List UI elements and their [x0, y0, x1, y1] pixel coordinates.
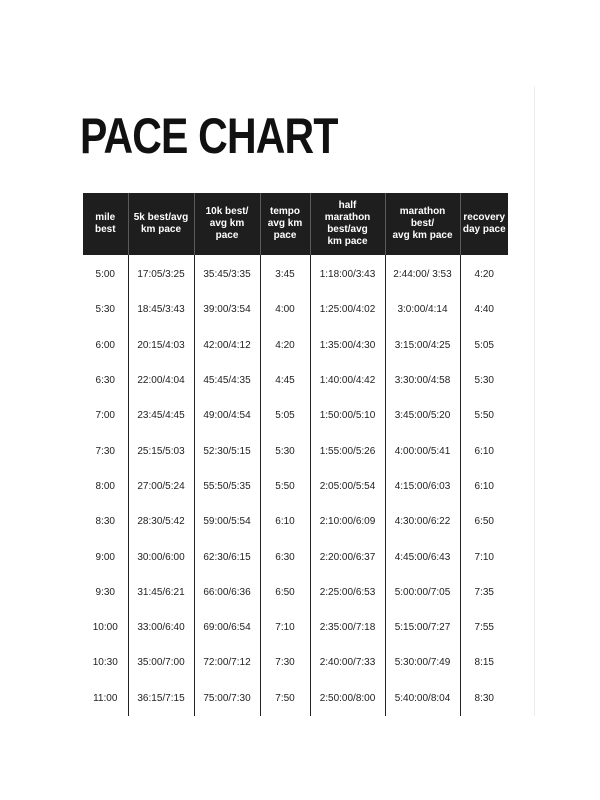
- table-cell-10k: 49:00/4:54: [194, 398, 260, 433]
- table-cell-10k: 52:30/5:15: [194, 433, 260, 468]
- table-cell-half-marathon: 1:50:00/5:10: [310, 398, 385, 433]
- table-cell-mile-best: 9:30: [95, 586, 115, 598]
- column-header-5k: [128, 193, 194, 255]
- table-cell-10k: 55:50/5:35: [194, 469, 260, 504]
- table-cell-marathon: 4:30:00/6:22: [385, 504, 460, 539]
- table-cell-recovery: 6:10: [460, 469, 508, 504]
- table-cell-5k: 20:15/4:03: [128, 328, 194, 363]
- table-cell-tempo: 7:50: [260, 681, 310, 716]
- table-cell-5k: 23:45/4:45: [128, 398, 194, 433]
- table-cell-half-marathon: 1:25:00/4:02: [310, 292, 385, 327]
- table-cell-half-marathon: 1:55:00/5:26: [310, 433, 385, 468]
- table-cell-mile-best: 8:00: [95, 480, 115, 492]
- column-header-tempo: [260, 193, 310, 255]
- table-cell-10k: 75:00/7:30: [194, 681, 260, 716]
- table-cell-marathon: 4:00:00/5:41: [385, 433, 460, 468]
- table-row: [83, 610, 508, 645]
- table-cell-recovery: 7:55: [460, 610, 508, 645]
- table-cell-recovery: 5:05: [460, 328, 508, 363]
- table-cell-mile-best: 11:00: [93, 692, 118, 704]
- table-cell-tempo: 6:10: [260, 504, 310, 539]
- table-row: [83, 539, 508, 574]
- column-header-line: km pace: [327, 236, 368, 247]
- column-header-line: 5k best/avg: [133, 212, 189, 223]
- table-row: [83, 433, 508, 468]
- column-header-10k: [194, 193, 260, 255]
- table-cell-10k: 45:45/4:35: [194, 363, 260, 398]
- column-header-line: day pace: [462, 224, 506, 235]
- table-cell-marathon: 5:00:00/7:05: [385, 575, 460, 610]
- table-row: [83, 398, 508, 433]
- table-cell-marathon: 4:15:00/6:03: [385, 469, 460, 504]
- table-cell-5k: 31:45/6:21: [128, 575, 194, 610]
- pace-table: [83, 193, 508, 716]
- table-cell-5k: 25:15/5:03: [128, 433, 194, 468]
- table-cell-mile-best: 10:30: [92, 657, 118, 669]
- column-header-marathon: [385, 193, 460, 255]
- column-header-line: half: [338, 200, 357, 211]
- table-cell-5k: 36:15/7:15: [128, 681, 194, 716]
- table-cell-5k: 18:45/3:43: [128, 292, 194, 327]
- table-row: [83, 328, 508, 363]
- column-header-line: best/avg: [327, 224, 368, 235]
- table-cell-marathon: 5:40:00/8:04: [385, 681, 460, 716]
- table-cell-marathon: 4:45:00/6:43: [385, 539, 460, 574]
- column-header-line: avg km: [209, 218, 245, 229]
- column-header-mile-best: [83, 193, 128, 255]
- table-header-row: [83, 193, 508, 255]
- column-header-line: avg km: [267, 218, 303, 229]
- table-cell-half-marathon: 2:05:00/5:54: [310, 469, 385, 504]
- table-row: [83, 363, 508, 398]
- table-cell-mile-best: 7:30: [95, 445, 115, 457]
- table-cell-marathon: 3:15:00/4:25: [385, 328, 460, 363]
- page-title: PACE CHART: [80, 108, 338, 164]
- table-cell-10k: 72:00/7:12: [194, 645, 260, 680]
- table-cell-mile-best: 8:30: [95, 516, 115, 528]
- column-header-line: marathon: [324, 212, 371, 223]
- table-cell-tempo: 3:45: [260, 255, 310, 292]
- column-header-line: mile: [95, 212, 116, 223]
- table-cell-half-marathon: 2:35:00/7:18: [310, 610, 385, 645]
- table-cell-tempo: 5:30: [260, 433, 310, 468]
- table-cell-half-marathon: 2:20:00/6:37: [310, 539, 385, 574]
- table-cell-mile-best: 6:30: [95, 375, 115, 387]
- table-cell-tempo: 4:00: [260, 292, 310, 327]
- table-cell-5k: 28:30/5:42: [128, 504, 194, 539]
- column-header-line: pace: [215, 230, 239, 241]
- table-cell-marathon: 3:0:00/4:14: [385, 292, 460, 327]
- table-cell-recovery: 4:40: [460, 292, 508, 327]
- table-cell-5k: 17:05/3:25: [128, 255, 194, 292]
- table-cell-half-marathon: 1:18:00/3:43: [310, 255, 385, 292]
- table-cell-half-marathon: 2:40:00/7:33: [310, 645, 385, 680]
- table-cell-recovery: 6:10: [460, 433, 508, 468]
- column-header-recovery: [460, 193, 508, 255]
- table-cell-10k: 69:00/6:54: [194, 610, 260, 645]
- table-cell-recovery: 4:20: [460, 255, 508, 292]
- table-cell-tempo: 5:05: [260, 398, 310, 433]
- table-cell-10k: 39:00/3:54: [194, 292, 260, 327]
- table-cell-mile-best: 7:00: [95, 410, 115, 422]
- column-header-line: pace: [273, 230, 297, 241]
- table-cell-5k: 22:00/4:04: [128, 363, 194, 398]
- table-cell-recovery: 8:30: [460, 681, 508, 716]
- table-row: [83, 504, 508, 539]
- column-header-half-marathon: [310, 193, 385, 255]
- table-cell-recovery: 6:50: [460, 504, 508, 539]
- table-cell-mile-best: 6:00: [95, 339, 115, 351]
- table-cell-recovery: 7:35: [460, 575, 508, 610]
- column-header-line: tempo: [270, 206, 300, 217]
- column-header-line: recovery: [463, 212, 506, 223]
- table-cell-10k: 59:00/5:54: [194, 504, 260, 539]
- table-cell-marathon: 5:15:00/7:27: [385, 610, 460, 645]
- table-cell-marathon: 2:44:00/ 3:53: [385, 255, 460, 292]
- table-cell-mile-best: 5:30: [95, 304, 115, 316]
- column-header-line: avg km pace: [392, 230, 453, 241]
- table-cell-recovery: 8:15: [460, 645, 508, 680]
- table-row: [83, 645, 508, 680]
- table-cell-tempo: 7:30: [260, 645, 310, 680]
- table-cell-5k: 35:00/7:00: [128, 645, 194, 680]
- table-cell-10k: 66:00/6:36: [194, 575, 260, 610]
- column-header-line: 10k best/: [205, 206, 249, 217]
- column-header-line: best: [94, 224, 116, 235]
- table-cell-half-marathon: 1:35:00/4:30: [310, 328, 385, 363]
- table-row: [83, 575, 508, 610]
- page-edge-divider: [534, 86, 535, 716]
- table-body: [83, 255, 508, 716]
- table-cell-half-marathon: 2:10:00/6:09: [310, 504, 385, 539]
- table-row: [83, 681, 508, 716]
- table-cell-tempo: 7:10: [260, 610, 310, 645]
- table-cell-tempo: 6:30: [260, 539, 310, 574]
- table-cell-tempo: 4:20: [260, 328, 310, 363]
- table-cell-marathon: 3:45:00/5:20: [385, 398, 460, 433]
- table-cell-5k: 30:00/6:00: [128, 539, 194, 574]
- table-cell-mile-best: 5:00: [95, 269, 115, 281]
- table-cell-5k: 33:00/6:40: [128, 610, 194, 645]
- table-cell-mile-best: 10:00: [92, 622, 118, 634]
- column-header-line: marathon: [399, 206, 446, 217]
- table-cell-recovery: 7:10: [460, 539, 508, 574]
- table-cell-half-marathon: 2:25:00/6:53: [310, 575, 385, 610]
- table-cell-tempo: 6:50: [260, 575, 310, 610]
- table-cell-tempo: 5:50: [260, 469, 310, 504]
- table-row: [83, 255, 508, 292]
- table-cell-half-marathon: 2:50:00/8:00: [310, 681, 385, 716]
- table-cell-marathon: 3:30:00/4:58: [385, 363, 460, 398]
- table-cell-half-marathon: 1:40:00/4:42: [310, 363, 385, 398]
- table-cell-recovery: 5:50: [460, 398, 508, 433]
- table-cell-10k: 42:00/4:12: [194, 328, 260, 363]
- table-cell-10k: 62:30/6:15: [194, 539, 260, 574]
- column-header-line: km pace: [140, 224, 182, 235]
- table-cell-10k: 35:45/3:35: [194, 255, 260, 292]
- table-cell-5k: 27:00/5:24: [128, 469, 194, 504]
- table-cell-marathon: 5:30:00/7:49: [385, 645, 460, 680]
- column-header-line: best/: [410, 218, 435, 229]
- table-cell-tempo: 4:45: [260, 363, 310, 398]
- table-cell-mile-best: 9:00: [95, 551, 115, 563]
- table-cell-recovery: 5:30: [460, 363, 508, 398]
- table-row: [83, 292, 508, 327]
- table-row: [83, 469, 508, 504]
